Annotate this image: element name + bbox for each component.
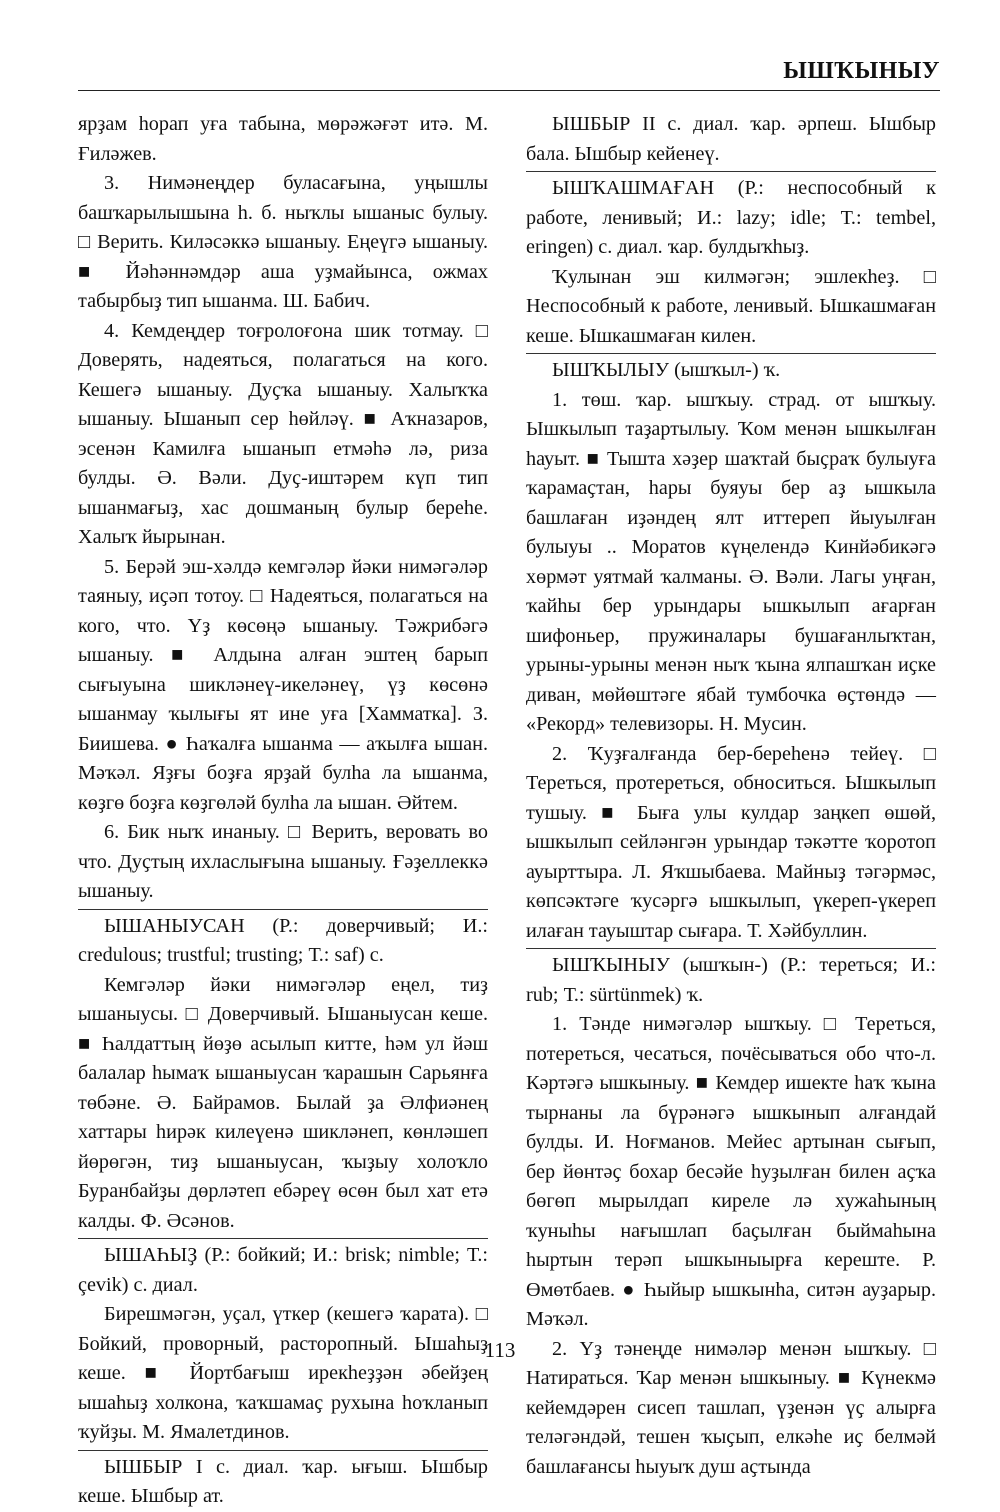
entry-separator: [78, 1450, 488, 1451]
entry-separator: [526, 353, 936, 354]
dictionary-paragraph: 5. Берәй эш-хәлдә кемгәләр йәки нимәгәләр таяныу, иҫәп тотоу. □ Надеяться, полагаться на кого, что. Үҙ көсөңә ышаныу. Тәжрибәгә ышаныу. ■ Алдына алған эштең барып сығыуына шикләнеү-икеләнеү, үҙ көсөнә ышанмау ҡылығы ят ине уға [Хамматка]. З. Биишева. ● Һаҡалға ышанма — аҡылға ышан. Мәҡәл. Яҙғы боҙға ярҙай булһа ла ышанма, көҙгө боҙға көҙгөләй булһа ла ышан. Әйтем.: [78, 555, 488, 814]
dictionary-paragraph: 3. Нимәнеңдер буласағына, уңышлы башҡарылышына һ. б. ныҡлы ышаныс булыу. □ Верить. Киләсәккә ышаныу. Еңеүгә ышаныу. ■ Йәһәннәмдәр аша уҙмайынса, ожмах табырбыҙ тип ышанма. Ш. Бабич.: [78, 172, 488, 312]
right-column: [526, 110, 936, 1482]
header-rule: [78, 90, 940, 91]
entry-separator: [526, 948, 936, 949]
dictionary-paragraph: ЫШБЫР I с. диал. ҡар. ығыш. Ышбыр кеше. Ышбыр ат.: [78, 1455, 488, 1507]
dictionary-paragraph: 2. Ҡуҙғалғанда бер-береһенә тейеү. □ Тереться, протереться, обноситься. Ышкылып тушыу. ■ Быға улы кулдар заңкеп өшөй, ышкылып сейләнгән урындар тәкәтте ҡоротоп ауырттыра. Л. Яҡшыбаева. Майныҙ тәгәрмәс, көпсәктәге ҡусәргә ышкылып, үкереп-үкереп илаған тауыштар сығара. Т. Хәйбуллин.: [526, 742, 936, 942]
dictionary-paragraph: 2. Үҙ тәнеңде нимәләр менән ышҡыу. □ Натираться. Ҡар менән ышкыныу. ■ Күнекмә кейемдәрен сисеп ташлап, үҙенән үҫ алырға теләгәндәй, тешен ҡыҫып, елкәһе иҫ белмәй башлағансы һыуыҡ душ аҫтында: [526, 1337, 936, 1478]
dictionary-paragraph: ЫШАНЫУСАН (Р.: доверчивый; И.: credulous; trustful; trusting; Т.: saf) с.: [78, 914, 488, 966]
dictionary-paragraph: ярҙам һорап уға табына, мөрәжәғәт итә. М. Ғиләжев.: [78, 113, 488, 165]
dictionary-paragraph: ЫШҠАШМАҒАН (Р.: неспособный к работе, ленивый; И.: lazy; idle; Т.: tembel, eringen) с. диал. ҡар. булдыҡһыҙ.: [526, 177, 936, 258]
dictionary-paragraph: Бирешмәгән, уҫал, үткер (кешегә ҡарата). □ Бойкий, проворный, расторопный. Ышаһыҙ кеше. ■ Йортбағыш ирекһеҙҙән әбейҙең ышаһыҙ холкона, ҡаҡшамаҫ рухына һоҡланып ҡуйҙы. М. Ямалетдинов.: [78, 1303, 488, 1443]
entry-separator: [78, 1238, 488, 1239]
dictionary-paragraph: ЫШҠЫЛЫУ (ышҡыл-) ҡ.: [552, 359, 781, 381]
left-column: [78, 110, 488, 1512]
dictionary-paragraph: 1. төш. ҡар. ышҡыу. страд. от ышҡыу. Ышкылып таҙартылыу. Ҡом менән ышкылған һауыт. ■ Тышта хәҙер шаҡтай быҫраҡ булыуға ҡарамаҫтан, һары буяуы бер аҙ ышкыла башлаған иҙәндең ялт иттереп йыуылған булыуы .. Моратов күңелендә Кинйәбикәгә хөрмәт уятмай ҡалманы. Ә. Вәли. Лагы уңған, ҡайһы бер урындары ышкылып ағарған шифоньер, пружиналары бушағанлыҡтан, урыны-урыны менән ныҡ ҡына ялпашҡан иҫке диван, мөйөштәге ябай тумбочка өҫтөндә — «Рекорд» телевизоры. Н. Мусин.: [526, 388, 936, 735]
dictionary-paragraph: 4. Кемдеңдер тоғролоғона шик тотмау. □ Доверять, надеяться, полагаться на кого. Кешегә ышаныу. Дуҫҡа ышаныу. Халыҡҡа ышаныу. Ышанып сер һөйләү. ■ Аҡназаров, эсенән Камилға ышанып етмәһә лә, риза булды. Ә. Вәли. Дуҫ-иштәрем күп тип ышанмағыҙ, хас дошманың булыр береһе. Халыҡ йырынан.: [78, 319, 488, 548]
running-title: ЫШҠЫНЫУ: [783, 58, 940, 84]
dictionary-paragraph: Ҡулынан эш килмәгән; эшлекһеҙ. □ Неспособный к работе, ленивый. Ышкашмаған кеше. Ышкашмаған килен.: [526, 265, 936, 347]
entry-separator: [526, 171, 936, 172]
dictionary-paragraph: 6. Бик ныҡ инаныу. □ Верить, веровать во что. Дуҫтың ихласлығына ышаныу. Ғәҙеллеккә ышаныу.: [78, 821, 488, 902]
dictionary-paragraph: ЫШАҺЫҘ (Р.: бойкий; И.: brisk; nimble; Т.: çevik) с. диал.: [78, 1244, 488, 1296]
dictionary-paragraph: ЫШБЫР II с. диал. ҡар. әрпеш. Ышбыр бала. Ышбыр кейенеү.: [526, 113, 936, 165]
dictionary-paragraph: Кемгәләр йәки нимәгәләр еңел, тиҙ ышаныусы. □ Доверчивый. Ышаныусан кеше. ■ Һалдаттың йөҙө асылып китте, һәм ул йәш балалар һымаҡ ышаныусан ҡарашын Сарьянға төбәне. Ә. Байрамов. Былай ҙа Әлфиәнең хаттары һирәк килеүенә шикләнеп, көнләшеп йөрөгән, тиҙ ышаныусан, ҡыҙыу холоҡло Буранбайҙы дөрләтеп ебәреү өсөн был хат етә калды. Ф. Әсәнов.: [78, 973, 488, 1232]
entry-separator: [78, 909, 488, 910]
dictionary-paragraph: 1. Тәнде нимәгәләр ышҡыу. □ Тереться, потереться, чесаться, почёсываться обо что-л. Кәртәгә ышкыныу. ■ Кемдер ишекте һаҡ ҡына тырнаны ла бүрәнәгә ышкынып алғандай булды. И. Ноғманов. Мейес артынан сығып, бер йөнтәҫ бохар бесәйе һуҙылған билен аҫҡа бөгөп мырылдап киреле лә хужаһының ҡуныһы нағышлап баҫылған быймаһына һыртын терәп ышкыныырға кереште. Р. Өмөтбаев. ● Һыйыр ышкынһа, ситән ауҙарыр. Мәҡәл.: [526, 1013, 936, 1330]
dictionary-paragraph: ЫШҠЫНЫУ (ышҡын-) (Р.: тереться; И.: rub; Т.: sürtünmek) ҡ.: [526, 954, 936, 1006]
page-number: 113: [484, 1338, 516, 1362]
